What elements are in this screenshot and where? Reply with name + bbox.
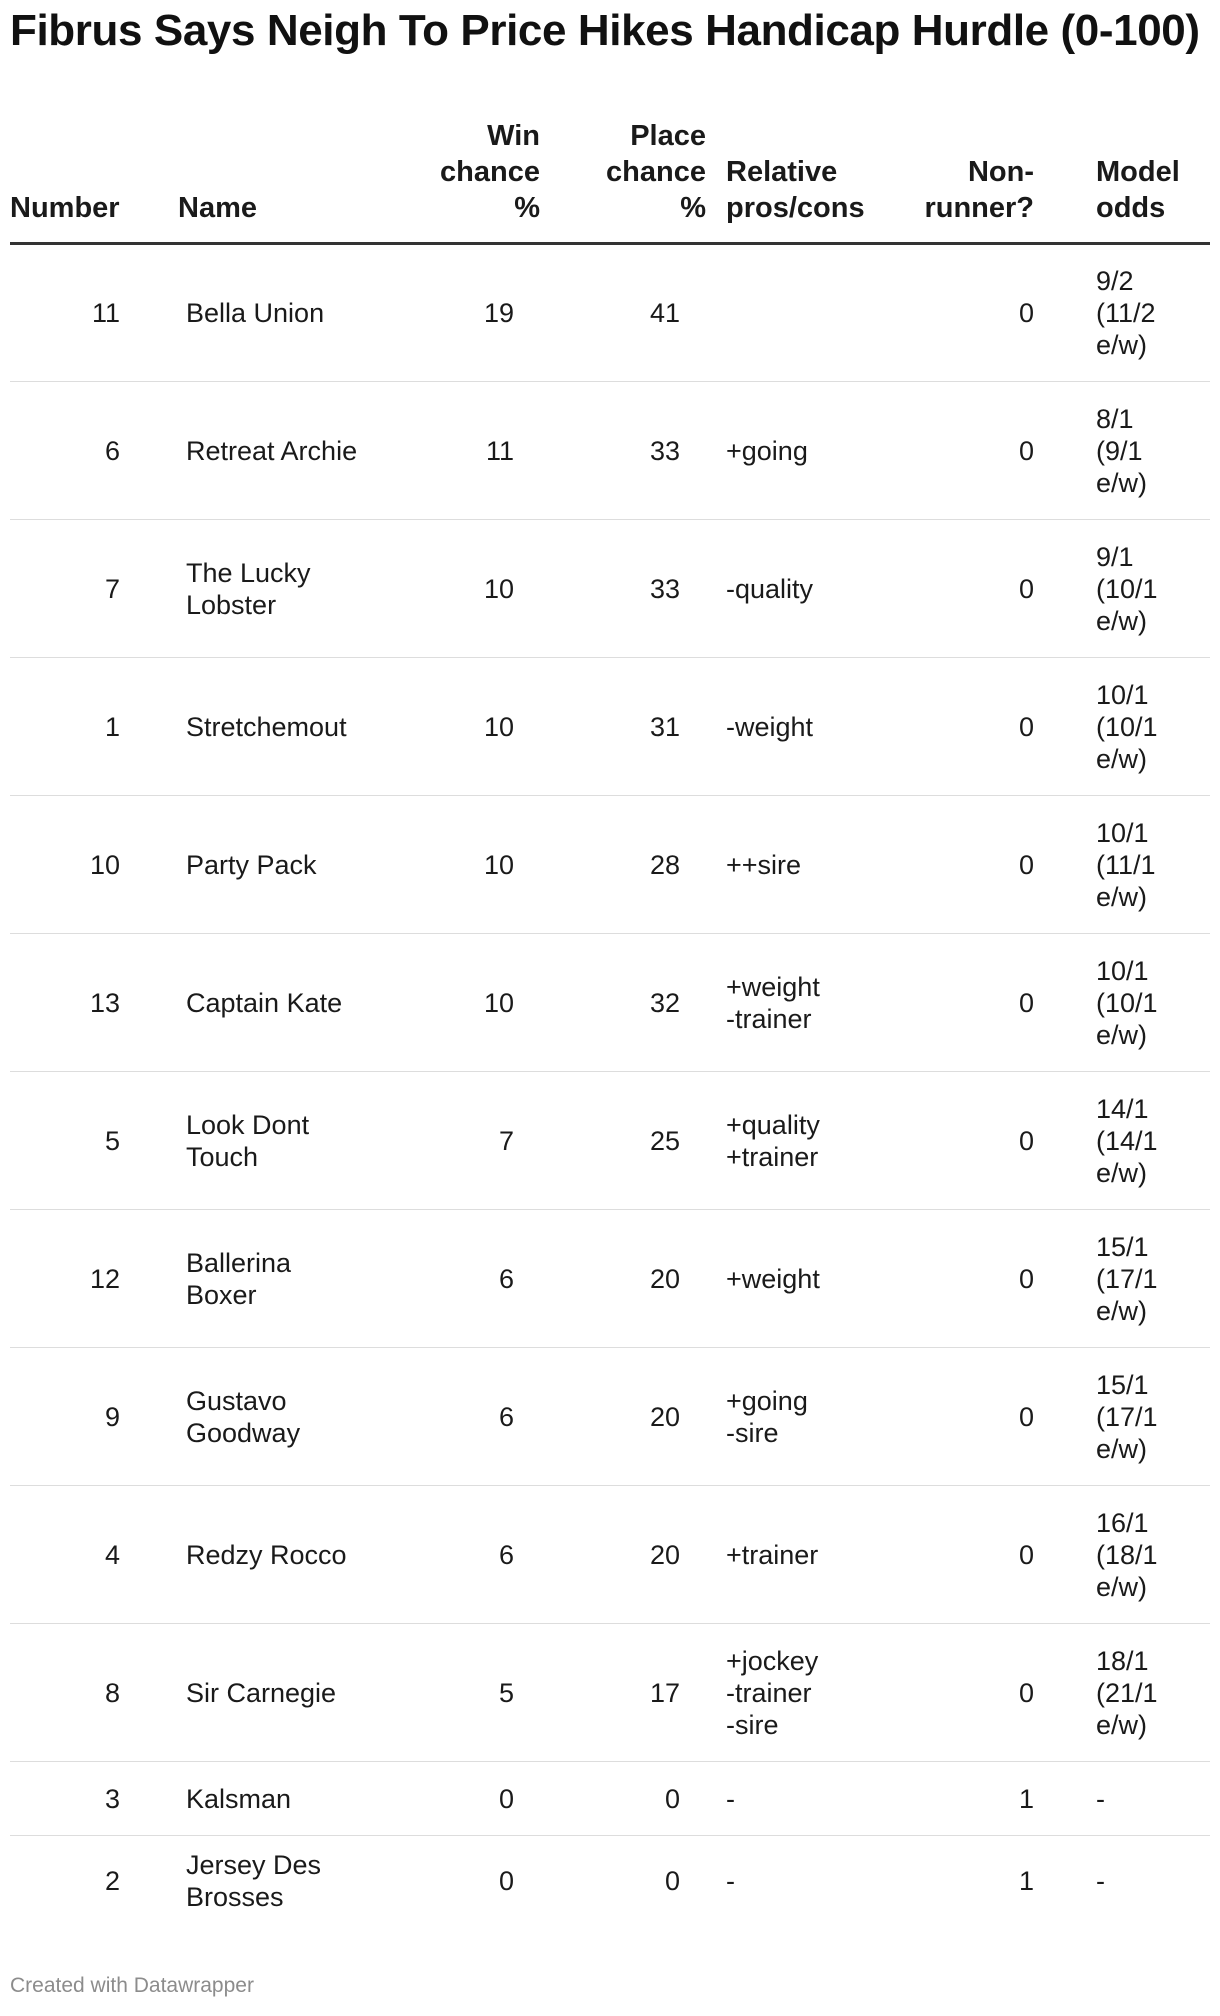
cell-model-odds-line: 15/1 bbox=[1096, 1231, 1149, 1262]
cell-name: The Lucky Lobster bbox=[178, 520, 400, 658]
cell-model-odds-line: (10/1 bbox=[1096, 987, 1158, 1018]
cell-win-chance: 0 bbox=[498, 1865, 514, 1896]
cell-relative-pros-cons bbox=[706, 1486, 896, 1624]
cell-model-odds-line: e/w) bbox=[1096, 743, 1148, 774]
cell-non-runner: 0 bbox=[896, 658, 1070, 796]
cell-model-odds-line: 10/1 bbox=[1096, 817, 1149, 848]
cell-model-odds-line: 18/1 bbox=[1096, 1645, 1149, 1676]
table-row bbox=[10, 1762, 1210, 1836]
cell-model-odds bbox=[1070, 658, 1210, 796]
cell-model-odds bbox=[1070, 1762, 1210, 1836]
cell-model-odds bbox=[1070, 1486, 1210, 1624]
table-row bbox=[10, 520, 1210, 658]
runners-table bbox=[10, 118, 1210, 1926]
cell-place-chance: 20 bbox=[540, 1348, 706, 1486]
cell-number: 7 bbox=[10, 520, 178, 658]
datawrapper-credit[interactable]: Created with Datawrapper bbox=[10, 1974, 254, 1997]
cell-relative-pros-cons bbox=[706, 382, 896, 520]
cell-relative-pros-cons-line: -trainer bbox=[726, 1003, 812, 1034]
cell-non-runner: 0 bbox=[896, 796, 1070, 934]
cell-name: Ballerina Boxer bbox=[178, 1210, 400, 1348]
cell-win-chance: 5 bbox=[400, 1624, 540, 1762]
cell-number: 2 bbox=[104, 1865, 120, 1896]
cell-name: Retreat Archie bbox=[178, 382, 400, 520]
cell-non-runner: 0 bbox=[896, 244, 1070, 382]
cell-relative-pros-cons bbox=[706, 1210, 896, 1348]
cell-model-odds-line: 14/1 bbox=[1096, 1093, 1149, 1124]
table-row bbox=[10, 1072, 1210, 1210]
cell-model-odds-line: (10/1 bbox=[1096, 711, 1158, 742]
cell-relative-pros-cons-line: +trainer bbox=[726, 1141, 819, 1172]
cell-name: Look Dont Touch bbox=[178, 1072, 400, 1210]
table-row bbox=[10, 1348, 1210, 1486]
table-row bbox=[10, 934, 1210, 1072]
header-line: Relative bbox=[726, 156, 838, 188]
cell-name: Gustavo Goodway bbox=[178, 1348, 400, 1486]
cell-model-odds-line: (17/1 bbox=[1096, 1401, 1158, 1432]
column-header-non-runner[interactable] bbox=[896, 118, 1070, 244]
cell-non-runner: 0 bbox=[896, 1486, 1070, 1624]
cell-name: Sir Carnegie bbox=[178, 1624, 400, 1762]
column-header-model-odds[interactable] bbox=[1070, 118, 1210, 244]
cell-non-runner: 1 bbox=[1018, 1865, 1034, 1896]
header-line: Win bbox=[487, 120, 540, 152]
cell-place-chance: 33 bbox=[540, 382, 706, 520]
table-row bbox=[10, 1210, 1210, 1348]
cell-relative-pros-cons bbox=[706, 1624, 896, 1762]
cell-model-odds-line: (17/1 bbox=[1096, 1263, 1158, 1294]
table-row bbox=[10, 796, 1210, 934]
cell-non-runner: 0 bbox=[896, 382, 1070, 520]
cell-model-odds-line: e/w) bbox=[1096, 1709, 1148, 1740]
cell-model-odds-line: (14/1 bbox=[1096, 1125, 1158, 1156]
cell-number: 5 bbox=[10, 1072, 178, 1210]
header-line: % bbox=[680, 192, 706, 224]
cell-number: 1 bbox=[10, 658, 178, 796]
column-header-win-chance[interactable] bbox=[400, 118, 540, 244]
cell-win-chance: 10 bbox=[400, 934, 540, 1072]
cell-model-odds-line: (11/1 bbox=[1096, 849, 1156, 880]
cell-win-chance: 7 bbox=[400, 1072, 540, 1210]
cell-model-odds-line: e/w) bbox=[1096, 467, 1148, 498]
cell-model-odds-line: (10/1 bbox=[1096, 573, 1158, 604]
cell-non-runner: 0 bbox=[896, 520, 1070, 658]
table-row bbox=[10, 658, 1210, 796]
cell-win-chance: 10 bbox=[400, 520, 540, 658]
column-header-name[interactable] bbox=[178, 118, 400, 244]
cell-model-odds-line: 8/1 bbox=[1096, 403, 1134, 434]
cell-non-runner: 0 bbox=[896, 1072, 1070, 1210]
header-line: Model bbox=[1096, 156, 1180, 188]
cell-relative-pros-cons bbox=[706, 1348, 896, 1486]
cell-relative-pros-cons bbox=[706, 796, 896, 934]
header-line: Name bbox=[178, 192, 257, 224]
table-body bbox=[10, 244, 1210, 1926]
cell-win-chance: 10 bbox=[400, 658, 540, 796]
header-line: chance bbox=[606, 156, 706, 188]
chart-title: Fibrus Says Neigh To Price Hikes Handicap Hurdle (0-100) bbox=[10, 6, 1200, 55]
header-line: % bbox=[514, 192, 540, 224]
cell-win-chance: 6 bbox=[400, 1210, 540, 1348]
cell-win-chance: 19 bbox=[400, 244, 540, 382]
cell-model-odds-line: e/w) bbox=[1096, 1157, 1148, 1188]
cell-win-chance: 0 bbox=[400, 1762, 540, 1836]
cell-name: Captain Kate bbox=[178, 934, 400, 1072]
cell-model-odds-line: - bbox=[1096, 1783, 1105, 1814]
column-header-place-chance[interactable] bbox=[540, 118, 706, 244]
cell-number: 13 bbox=[10, 934, 178, 1072]
table-row bbox=[10, 382, 1210, 520]
cell-non-runner: 0 bbox=[896, 1624, 1070, 1762]
cell-name: Bella Union bbox=[178, 244, 400, 382]
cell-model-odds bbox=[1070, 796, 1210, 934]
cell-model-odds-line: 9/1 bbox=[1096, 541, 1134, 572]
cell-relative-pros-cons-line: -sire bbox=[726, 1709, 779, 1740]
cell-win-chance: 11 bbox=[400, 382, 540, 520]
cell-model-odds bbox=[1070, 1348, 1210, 1486]
header-line: Place bbox=[630, 120, 706, 152]
cell-number: 9 bbox=[10, 1348, 178, 1486]
cell-name: Redzy Rocco bbox=[178, 1486, 400, 1624]
cell-relative-pros-cons-line: - bbox=[726, 1783, 735, 1814]
cell-relative-pros-cons-line: +trainer bbox=[726, 1539, 819, 1570]
cell-model-odds bbox=[1070, 934, 1210, 1072]
header-line: Non- bbox=[967, 156, 1034, 188]
column-header-relative-pros-cons[interactable] bbox=[706, 118, 896, 244]
header-line: Number bbox=[10, 192, 120, 224]
cell-win-chance: 6 bbox=[400, 1486, 540, 1624]
cell-number: 12 bbox=[10, 1210, 178, 1348]
header-line: chance bbox=[440, 156, 540, 188]
cell-relative-pros-cons-line: +weight bbox=[726, 971, 820, 1002]
cell-model-odds-line: e/w) bbox=[1096, 881, 1148, 912]
header-row bbox=[10, 118, 1210, 244]
cell-model-odds-line: e/w) bbox=[1096, 1019, 1148, 1050]
table-row bbox=[10, 1836, 1210, 1926]
cell-model-odds-line: 15/1 bbox=[1096, 1369, 1149, 1400]
cell-place-chance: 20 bbox=[540, 1210, 706, 1348]
cell-model-odds bbox=[1070, 1836, 1210, 1926]
cell-place-chance: 33 bbox=[540, 520, 706, 658]
cell-relative-pros-cons-line: +going bbox=[726, 435, 808, 466]
cell-name: Party Pack bbox=[178, 796, 400, 934]
header-line: pros/cons bbox=[726, 192, 865, 224]
header-line: odds bbox=[1096, 192, 1166, 224]
cell-non-runner: 1 bbox=[896, 1762, 1070, 1836]
cell-model-odds-line: (21/1 bbox=[1096, 1677, 1158, 1708]
cell-number: 4 bbox=[10, 1486, 178, 1624]
column-header-number[interactable] bbox=[10, 118, 178, 244]
cell-number: 10 bbox=[10, 796, 178, 934]
cell-win-chance: 6 bbox=[400, 1348, 540, 1486]
cell-model-odds bbox=[1070, 520, 1210, 658]
cell-place-chance: 25 bbox=[540, 1072, 706, 1210]
cell-relative-pros-cons bbox=[706, 1836, 896, 1926]
cell-model-odds-line: e/w) bbox=[1096, 1571, 1148, 1602]
cell-win-chance: 10 bbox=[400, 796, 540, 934]
cell-name: Stretchemout bbox=[178, 658, 400, 796]
table-header bbox=[10, 118, 1210, 244]
cell-model-odds-line: - bbox=[1096, 1865, 1105, 1896]
cell-non-runner: 0 bbox=[896, 934, 1070, 1072]
cell-place-chance: 31 bbox=[540, 658, 706, 796]
cell-relative-pros-cons-line: ++sire bbox=[726, 849, 802, 880]
cell-name: Jersey Des Brosses bbox=[186, 1849, 322, 1912]
cell-non-runner: 0 bbox=[896, 1348, 1070, 1486]
cell-non-runner: 0 bbox=[896, 1210, 1070, 1348]
cell-relative-pros-cons-line: +going bbox=[726, 1385, 808, 1416]
cell-number: 3 bbox=[10, 1762, 178, 1836]
cell-model-odds-line: (18/1 bbox=[1096, 1539, 1158, 1570]
cell-relative-pros-cons-line: +quality bbox=[726, 1109, 820, 1140]
cell-model-odds-line: 9/2 bbox=[1096, 266, 1134, 296]
cell-place-chance: 41 bbox=[540, 244, 706, 382]
cell-model-odds bbox=[1070, 382, 1210, 520]
table-row bbox=[10, 1624, 1210, 1762]
table-row bbox=[10, 244, 1210, 382]
cell-model-odds bbox=[1070, 244, 1210, 382]
header-line: runner? bbox=[924, 192, 1034, 224]
cell-number: 6 bbox=[10, 382, 178, 520]
cell-relative-pros-cons bbox=[706, 244, 896, 382]
cell-relative-pros-cons bbox=[706, 520, 896, 658]
cell-model-odds-line: e/w) bbox=[1096, 605, 1148, 636]
cell-model-odds-line: (9/1 bbox=[1096, 435, 1143, 466]
cell-number: 11 bbox=[10, 244, 178, 382]
cell-place-chance: 32 bbox=[540, 934, 706, 1072]
cell-relative-pros-cons-line: -quality bbox=[726, 573, 814, 604]
table-row bbox=[10, 1486, 1210, 1624]
cell-place-chance: 0 bbox=[540, 1762, 706, 1836]
cell-model-odds-line: e/w) bbox=[1096, 330, 1148, 360]
cell-model-odds bbox=[1070, 1210, 1210, 1348]
cell-relative-pros-cons bbox=[706, 658, 896, 796]
cell-relative-pros-cons-line: +weight bbox=[726, 1263, 820, 1294]
cell-model-odds bbox=[1070, 1072, 1210, 1210]
cell-model-odds-line: e/w) bbox=[1096, 1295, 1148, 1326]
cell-relative-pros-cons bbox=[706, 1072, 896, 1210]
cell-name: Kalsman bbox=[178, 1762, 400, 1836]
cell-relative-pros-cons-line: -trainer bbox=[726, 1677, 812, 1708]
cell-place-chance: 20 bbox=[540, 1486, 706, 1624]
cell-place-chance: 17 bbox=[540, 1624, 706, 1762]
cell-relative-pros-cons-line: +jockey bbox=[726, 1645, 819, 1676]
cell-model-odds bbox=[1070, 1624, 1210, 1762]
cell-relative-pros-cons-line: - bbox=[726, 1865, 735, 1896]
cell-place-chance: 0 bbox=[664, 1865, 680, 1896]
cell-relative-pros-cons bbox=[706, 1762, 896, 1836]
cell-model-odds-line: e/w) bbox=[1096, 1433, 1148, 1464]
cell-place-chance: 28 bbox=[540, 796, 706, 934]
cell-relative-pros-cons-line: -sire bbox=[726, 1417, 779, 1448]
cell-relative-pros-cons-line: -weight bbox=[726, 711, 814, 742]
cell-relative-pros-cons bbox=[706, 934, 896, 1072]
cell-model-odds-line: 10/1 bbox=[1096, 679, 1149, 710]
cell-number: 8 bbox=[10, 1624, 178, 1762]
cell-model-odds-line: 10/1 bbox=[1096, 955, 1149, 986]
cell-model-odds-line: (11/2 bbox=[1096, 298, 1156, 328]
cell-model-odds-line: 16/1 bbox=[1096, 1507, 1149, 1538]
